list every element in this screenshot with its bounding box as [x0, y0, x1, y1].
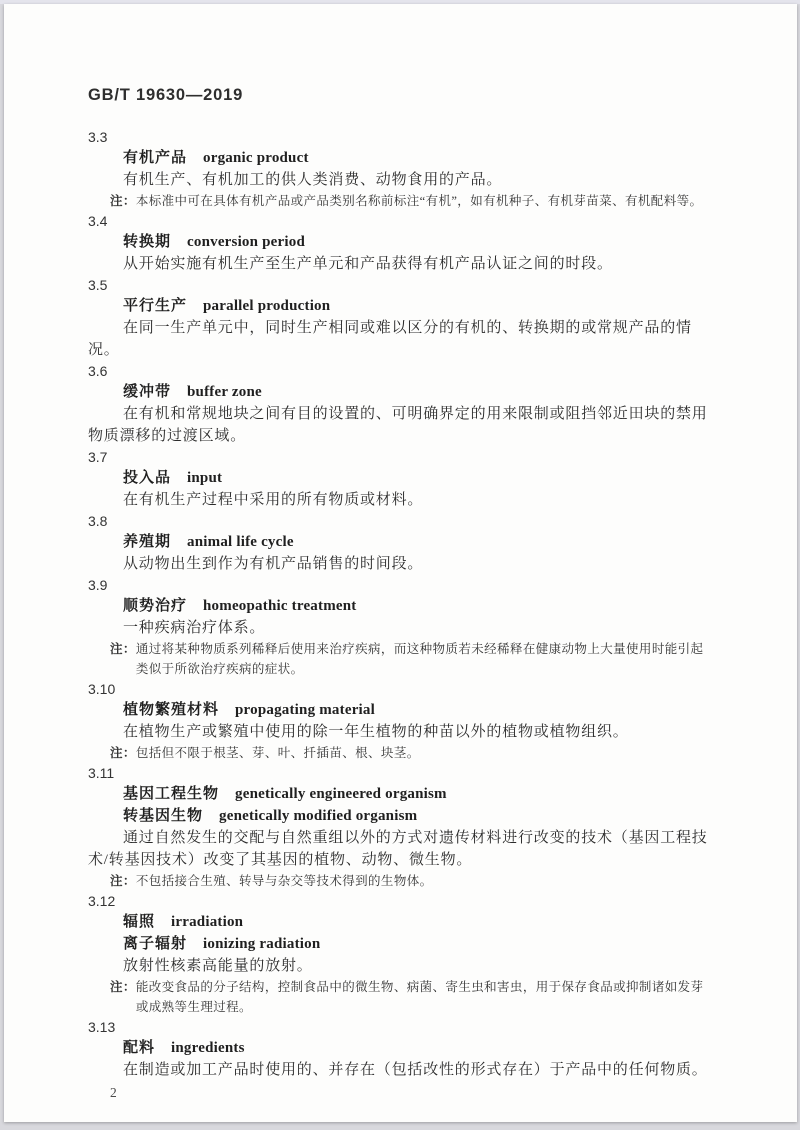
term-headings — [88, 295, 711, 317]
definition-text: 在有机和常规地块之间有目的设置的、可明确界定的用来限制或阻挡邻近田块的禁用物质漂移的过渡区域。 — [88, 406, 708, 444]
note-label: 注： — [110, 874, 136, 888]
notes-block — [88, 871, 711, 891]
notes-block — [88, 743, 711, 763]
notes-block — [88, 639, 711, 679]
standard-code-header: GB/T 19630—2019 — [88, 86, 244, 104]
note — [110, 977, 711, 1017]
term-entry — [88, 1017, 711, 1081]
term-headings — [88, 147, 711, 169]
term-heading — [88, 231, 711, 253]
term-entry — [88, 763, 711, 891]
term-entry — [88, 127, 711, 211]
page-number: 2 — [110, 1085, 117, 1100]
term-headings — [88, 531, 711, 553]
section-number: 3.3 — [88, 129, 108, 145]
term-chinese: 植物繁殖材料 — [123, 701, 220, 718]
term-headings — [88, 1037, 711, 1059]
term-chinese: 辐照 — [123, 913, 156, 930]
section-number: 3.5 — [88, 277, 108, 293]
definition-text: 在植物生产或繁殖中使用的除一年生植物的种苗以外的植物或植物组织。 — [123, 724, 629, 740]
term-chinese: 平行生产 — [123, 297, 188, 314]
term-heading — [88, 805, 711, 827]
note — [110, 191, 711, 211]
term-chinese: 投入品 — [123, 469, 172, 486]
term-heading — [88, 381, 711, 403]
term-chinese: 转基因生物 — [123, 807, 204, 824]
note-label: 注： — [110, 980, 136, 994]
term-headings — [88, 467, 711, 489]
term-english: genetically modified organism — [219, 808, 418, 824]
note-text: 能改变食品的分子结构，控制食品中的微生物、病菌、寄生虫和害虫，用于保存食品或抑制诸如发芽或成熟等生理过程。 — [135, 980, 704, 1014]
term-headings — [88, 783, 711, 827]
definition-text: 在制造或加工产品时使用的、并存在（包括改性的形式存在）于产品中的任何物质。 — [123, 1062, 708, 1078]
term-english: conversion period — [187, 234, 305, 250]
term-heading — [88, 1037, 711, 1059]
section-number: 3.8 — [88, 513, 108, 529]
term-english: buffer zone — [187, 384, 262, 400]
term-heading — [88, 531, 711, 553]
term-entry — [88, 211, 711, 275]
term-entry — [88, 575, 711, 679]
notes-block — [88, 191, 711, 211]
section-number: 3.6 — [88, 363, 108, 379]
definition-text: 通过自然发生的交配与自然重组以外的方式对遗传材料进行改变的技术（基因工程技术/转基因技术）改变了其基因的植物、动物、微生物。 — [88, 830, 708, 868]
term-entry — [88, 511, 711, 575]
term-heading — [88, 783, 711, 805]
term-chinese: 顺势治疗 — [123, 597, 188, 614]
term-heading — [88, 147, 711, 169]
term-english: ionizing radiation — [203, 936, 321, 952]
term-chinese: 转换期 — [123, 233, 172, 250]
note-text: 不包括接合生殖、转导与杂交等技术得到的生物体。 — [135, 874, 433, 888]
term-chinese: 基因工程生物 — [123, 785, 220, 802]
section-number: 3.12 — [88, 893, 116, 909]
term-heading — [88, 595, 711, 617]
term-chinese: 缓冲带 — [123, 383, 172, 400]
term-english: animal life cycle — [187, 534, 294, 550]
term-entry — [88, 679, 711, 763]
term-headings — [88, 595, 711, 617]
term-chinese: 有机产品 — [123, 149, 188, 166]
term-english: irradiation — [171, 914, 244, 930]
term-heading — [88, 911, 711, 933]
note-text: 包括但不限于根茎、芽、叶、扦插苗、根、块茎。 — [135, 746, 420, 760]
term-english: genetically engineered organism — [235, 786, 447, 802]
definition-text: 有机生产、有机加工的供人类消费、动物食用的产品。 — [123, 172, 503, 188]
note-label: 注： — [110, 642, 136, 656]
section-number: 3.10 — [88, 681, 116, 697]
note — [110, 743, 711, 763]
term-heading — [88, 933, 711, 955]
note-label: 注： — [110, 194, 136, 208]
term-headings — [88, 699, 711, 721]
term-heading — [88, 467, 711, 489]
notes-block — [88, 977, 711, 1017]
document-page — [4, 4, 797, 1122]
term-english: homeopathic treatment — [203, 598, 357, 614]
definition-text: 在同一生产单元中，同时生产相同或难以区分的有机的、转换期的或常规产品的情况。 — [88, 320, 692, 358]
section-number: 3.11 — [88, 765, 115, 781]
terms-definitions-list — [88, 127, 711, 1081]
section-number: 3.7 — [88, 449, 108, 465]
term-english: propagating material — [235, 702, 375, 718]
term-chinese: 离子辐射 — [123, 935, 188, 952]
definition-text: 从动物出生到作为有机产品销售的时间段。 — [123, 556, 424, 572]
term-headings — [88, 911, 711, 955]
definition-text: 一种疾病治疗体系。 — [123, 620, 266, 636]
definition-text: 放射性核素高能量的放射。 — [123, 958, 313, 974]
term-english: input — [187, 470, 223, 486]
term-entry — [88, 361, 711, 447]
term-english: ingredients — [171, 1040, 245, 1056]
term-english: parallel production — [203, 298, 331, 314]
section-number: 3.9 — [88, 577, 108, 593]
note-text: 本标准中可在具体有机产品或产品类别名称前标注“有机”，如有机种子、有机芽苗菜、有机配料等。 — [135, 194, 703, 208]
note — [110, 639, 711, 679]
note — [110, 871, 711, 891]
note-label: 注： — [110, 746, 136, 760]
definition-text: 在有机生产过程中采用的所有物质或材料。 — [123, 492, 424, 508]
term-entry — [88, 447, 711, 511]
section-number: 3.4 — [88, 213, 108, 229]
note-text: 通过将某种物质系列稀释后使用来治疗疾病，而这种物质若未经稀释在健康动物上大量使用时能引起类似于所欲治疗疾病的症状。 — [135, 642, 704, 676]
section-number: 3.13 — [88, 1019, 116, 1035]
term-entry — [88, 275, 711, 361]
term-heading — [88, 295, 711, 317]
term-entry — [88, 891, 711, 1017]
term-heading — [88, 699, 711, 721]
term-headings — [88, 381, 711, 403]
term-chinese: 养殖期 — [123, 533, 172, 550]
definition-text: 从开始实施有机生产至生产单元和产品获得有机产品认证之间的时段。 — [123, 256, 613, 272]
term-english: organic product — [203, 150, 309, 166]
term-headings — [88, 231, 711, 253]
term-chinese: 配料 — [123, 1039, 156, 1056]
